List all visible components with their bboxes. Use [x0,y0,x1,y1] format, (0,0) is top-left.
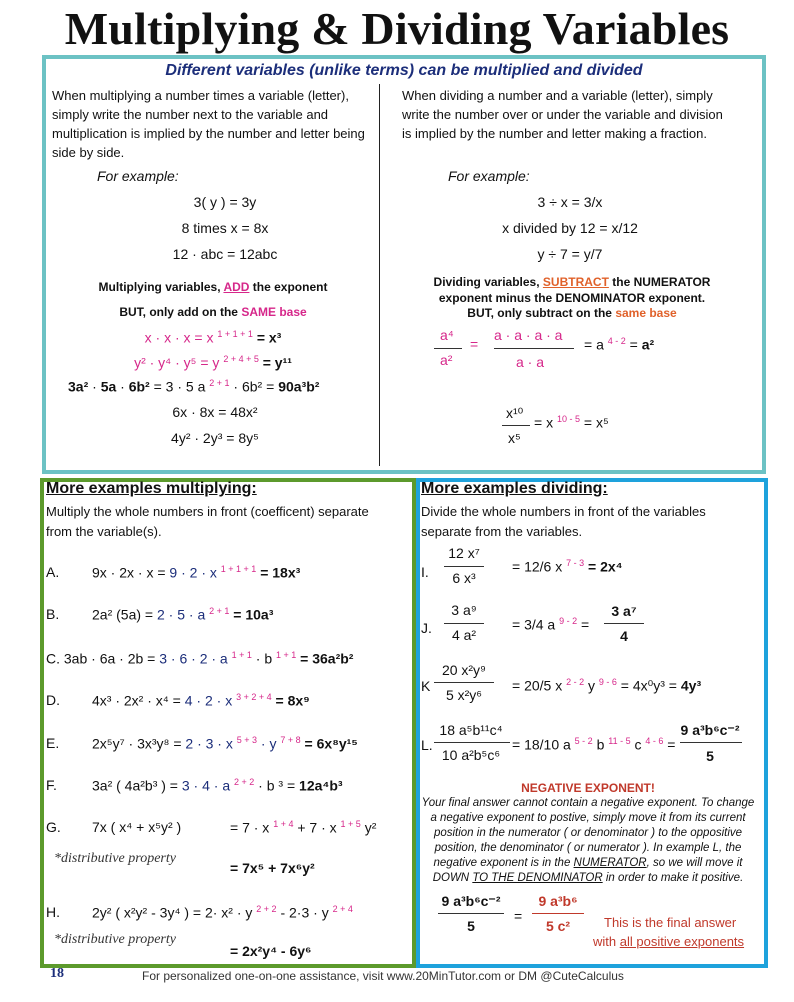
div-examples-intro: Divide the whole numbers in front of the variables separate from the variables. [421,504,706,539]
row-l-work: = 18/10 a $^{5 - 2}$ b $^{11 - 5}$ c $^{4 - 6}$ = [512,736,676,753]
div-rule-2: exponent minus the DENOMINATOR exponent. [438,291,706,305]
div-f1-den: a² [440,352,453,368]
mult-rule: Multiplying variables, ADD the exponent [98,280,328,294]
div-rule-3: BUT, only subtract on the same base [467,306,677,320]
mult-rule-ex-3: 3a² · 5a · 6b² = 3 · 5 a $^{2 + 1}$ · 6b² = 90a³b² [68,378,320,395]
row-k-label: K [421,678,431,694]
row-l-label: L. [421,737,433,753]
mult-example-2: 8 times x = 8x [181,220,269,236]
mult-heading: More examples multiplying: [46,480,257,497]
div-intro: When dividing a number and a variable (letter), simply write the number over or under the variable and division is implied by the number and letter making a fraction. [402,88,723,141]
multiplying-box [40,478,416,968]
row-i-den: 6 x³ [452,570,476,586]
mult-rule-ex-4: 6x · 8x = 48x² [172,404,258,420]
div-f1-expnum: a · a · a · a [494,327,563,343]
row-l-num: 18 a⁵b¹¹c⁴ [439,722,503,738]
mult-rule-ex-1: x · x · x = x $^{1 + 1 + 1}$ = x³ [144,329,282,346]
final-lden: 5 [467,918,475,934]
neg-exponent-title: NEGATIVE EXPONENT! [521,781,655,795]
row-a-label: A. [46,564,60,580]
row-f-label: F. [46,777,57,793]
row-j-work: = 3/4 a $^{9 - 2}$ = [512,616,590,633]
page-title: Multiplying & Dividing Variables [64,3,730,54]
mult-rule-ex-2: y² · y⁴ · y⁵ = y $^{2 + 4 + 5}$ = y¹¹ [134,354,292,371]
row-j-den: 4 a² [451,627,477,643]
final-lnum: 9 a³b⁶c⁻² [441,893,501,909]
mult-examples-intro: Multiply the whole numbers in front (coefficent) separate from the variable(s). [46,504,369,539]
div-example-3: y ÷ 7 = y/7 [537,246,603,262]
row-h: 2y² ( x²y² - 3y⁴ ) = 2· x² · y $^{2 + 2}$ - 2·3 · y $^{2 + 4}$ [92,904,353,921]
div-f2-num: x¹⁰ [506,405,524,421]
top-divider [379,84,380,466]
div-rule: Dividing variables, SUBTRACT the NUMERATOR [433,275,711,289]
div-f1-result: = a $^{4 - 2}$ = a² [584,336,655,353]
row-l-den: 10 a²b⁵c⁶ [441,747,501,763]
page-number: 18 [50,966,64,981]
final-eq: = [514,908,523,924]
row-i-num: 12 x⁷ [448,545,480,561]
div-f1-eq: = [470,336,479,352]
row-c: C. 3ab · 6a · 2b = 3 · 6 · 2 · a $^{1 + 1}$ · b $^{1 + 1}$ = 36a²b² [46,650,354,667]
top-subheading: Different variables (unlike terms) can be multiplied and divided [165,62,643,79]
mult-example-1: 3( y ) = 3y [193,194,257,210]
row-g-label: G. [46,819,61,835]
div-heading: More examples dividing: [421,480,608,497]
row-a: 9x · 2x · x = 9 · 2 · x $^{1 + 1 + 1}$ = 18x³ [92,564,301,581]
row-j-label: J. [421,620,432,636]
row-h-result: = 2x²y⁴ - 6y⁶ [230,943,312,959]
row-h-note: *distributive property [54,932,176,947]
row-g-result: = 7x⁵ + 7x⁶y² [230,860,315,876]
row-f: 3a² ( 4a²b³ ) = 3 · 4 · a $^{2 + 2}$ · b ³ = 12a⁴b³ [92,777,343,794]
row-h-label: H. [46,904,60,920]
mult-for-example: For example: [97,168,179,184]
final-rden: 5 c² [545,918,571,934]
footer-text: For personalized one-on-one assistance, visit www.20MinTutor.com or DM @CuteCalculus [142,969,624,983]
row-b: 2a² (5a) = 2 · 5 · a $^{2 + 1}$ = 10a³ [92,606,274,623]
row-g-note: *distributive property [54,851,176,866]
row-i-work: = 12/6 x $^{7 - 3}$ = 2x⁴ [512,558,623,575]
mult-intro: When multiplying a number times a variable (letter), simply write the number next to the variable and multiplication is implied by the number and letter being side by side. [52,88,365,160]
div-f1-num: a⁴ [440,327,454,343]
mult-rule-ex-5: 4y² · 2y³ = 8y⁵ [171,430,259,446]
div-for-example: For example: [448,168,530,184]
row-e-label: E. [46,735,60,751]
div-f2-den: x⁵ [508,430,521,446]
div-f2-result: = x $^{10 - 5}$ = x⁵ [534,414,609,431]
row-k-work: = 20/5 x $^{2 - 2}$ y $^{9 - 6}$ = 4x⁰y³ = 4y³ [512,677,702,694]
final-note-1: This is the final answer [604,915,737,930]
mult-rule-2: BUT, only add on the SAME base [119,305,307,319]
row-j-num: 3 a⁹ [451,602,477,618]
div-example-1: 3 ÷ x = 3/x [537,194,603,210]
row-d: 4x³ · 2x² · x⁴ = 4 · 2 · x $^{3 + 2 + 4}$ = 8x⁹ [92,692,310,709]
row-i-label: I. [421,564,429,580]
row-l-rnum: 9 a³b⁶c⁻² [680,722,740,738]
div-example-2: x divided by 12 = x/12 [502,220,638,236]
row-k-num: 20 x²y⁹ [441,662,487,678]
row-g-expand: = 7 · x $^{1 + 4}$ + 7 · x $^{1 + 5}$ y² [230,819,377,836]
final-rnum: 9 a³b⁶ [538,893,578,909]
mult-example-3: 12 · abc = 12abc [172,246,278,262]
neg-exponent-body: Your final answer cannot contain a negative exponent. To change a negative exponent to postive, simply move it from its current position in the numerator ( or denominator ) to the oppositive position, the denominator ( or numerator ). In example L, the negative exponent is in the NUMERATOR, so we will move it DOWN TO THE DENOMINATOR in order to make it positive. [421,797,755,884]
row-k-den: 5 x²y⁶ [445,687,483,703]
row-l-rden: 5 [706,748,714,764]
div-f1-expden: a · a [516,354,545,370]
row-g: 7x ( x⁴ + x⁵y² ) [92,819,182,835]
row-j-rden: 4 [620,628,628,644]
row-j-rnum: 3 a⁷ [611,603,637,619]
row-b-label: B. [46,606,60,622]
final-note-2: with all positive exponents [593,934,745,949]
row-d-label: D. [46,692,60,708]
row-e: 2x⁵y⁷ · 3x³y⁸ = 2 · 3 · x $^{5 + 3}$ · y $^{7 + 8}$ = 6x⁸y¹⁵ [92,735,358,752]
